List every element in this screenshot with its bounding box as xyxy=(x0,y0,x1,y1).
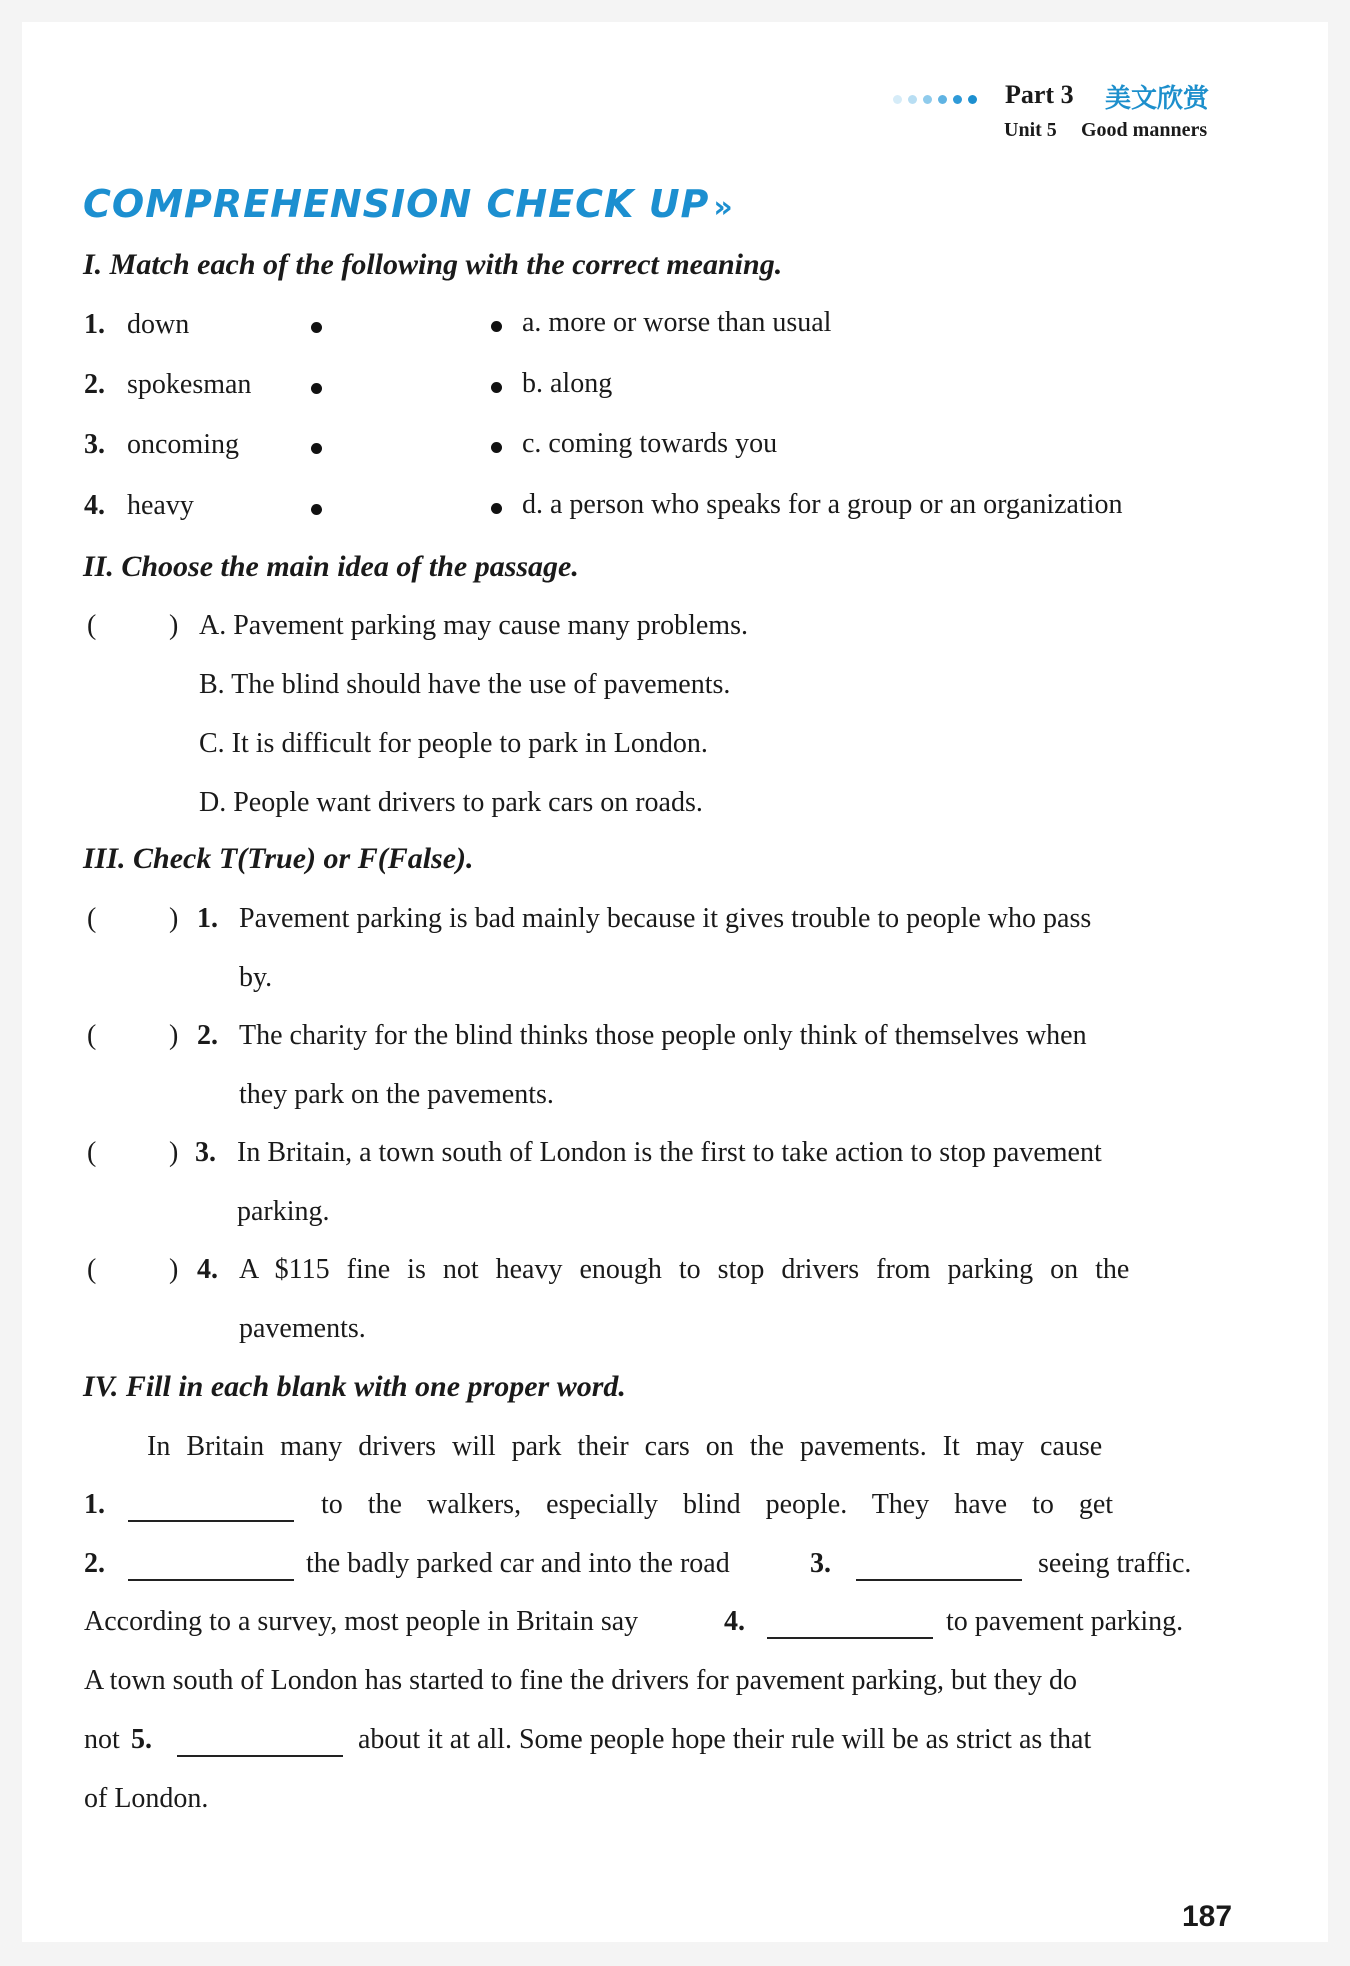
q3-item-text-cont: parking. xyxy=(237,1196,330,1227)
q4-line: the badly parked car and into the road xyxy=(306,1548,730,1579)
q3-open-paren: ( xyxy=(87,1137,97,1168)
q1-meaning: a. more or worse than usual xyxy=(522,307,832,338)
header-part: Part 3 xyxy=(1005,80,1074,109)
q4-line: In Britain many drivers will park their cars on the pavements. It may cause xyxy=(147,1431,1103,1462)
q3-item-text: In Britain, a town south of London is the first to take action to stop pavement xyxy=(237,1137,1102,1168)
q1-item-word: down xyxy=(127,309,190,340)
q1-item-word: heavy xyxy=(127,490,194,521)
q3-item-num: 2. xyxy=(197,1020,218,1051)
header-part-chinese: 美文欣赏 xyxy=(1105,84,1210,114)
q3-item-num: 1. xyxy=(197,903,218,934)
q3-item-text-cont: by. xyxy=(239,962,273,993)
q3-answer-box[interactable]: ) xyxy=(169,1137,179,1168)
match-dot-left[interactable] xyxy=(311,504,322,515)
match-dot-right[interactable] xyxy=(491,382,502,393)
page-number: 187 xyxy=(1182,1900,1233,1933)
q3-item-text: The charity for the blind thinks those people only think of themselves when xyxy=(239,1020,1087,1051)
q3-title: III. Check T(True) or F(False). xyxy=(83,842,474,875)
q1-title: I. Match each of the following with the correct meaning. xyxy=(83,248,783,281)
q4-blank-input[interactable] xyxy=(177,1727,343,1757)
q1-item-num: 2. xyxy=(84,369,105,400)
header-dots xyxy=(893,90,983,108)
q2-title: II. Choose the main idea of the passage. xyxy=(83,550,579,583)
q4-line: of London. xyxy=(84,1783,209,1814)
q4-blank-input[interactable] xyxy=(128,1492,294,1522)
q1-meaning: c. coming towards you xyxy=(522,428,778,459)
q4-blank-input[interactable] xyxy=(128,1551,294,1581)
section-title: COMPREHENSION CHECK UP xyxy=(83,182,710,226)
q4-line: According to a survey, most people in Britain say xyxy=(84,1606,639,1637)
q1-meaning: d. a person who speaks for a group or an organization xyxy=(522,489,1123,520)
q4-line: not xyxy=(84,1724,120,1755)
q4-line: seeing traffic. xyxy=(1038,1548,1192,1579)
q4-blank-num: 3. xyxy=(810,1548,831,1579)
q1-item-num: 3. xyxy=(84,429,105,460)
q2-answer-open-paren: ( xyxy=(87,610,97,641)
header-unit-title: Good manners xyxy=(1081,119,1208,141)
q2-option: A. Pavement parking may cause many problems. xyxy=(199,610,748,641)
match-dot-left[interactable] xyxy=(311,383,322,394)
q1-item-word: spokesman xyxy=(127,369,252,400)
match-dot-right[interactable] xyxy=(491,442,502,453)
q4-line: A town south of London has started to fine the drivers for pavement parking, but they do xyxy=(84,1665,1078,1696)
q4-blank-num: 5. xyxy=(131,1724,152,1755)
q1-item-num: 4. xyxy=(84,490,105,521)
q3-open-paren: ( xyxy=(87,903,97,934)
q4-blank-input[interactable] xyxy=(856,1551,1022,1581)
q4-title: IV. Fill in each blank with one proper word. xyxy=(83,1370,626,1403)
q2-option: B. The blind should have the use of pavements. xyxy=(199,669,731,700)
q4-blank-input[interactable] xyxy=(767,1609,933,1639)
q1-meaning: b. along xyxy=(522,368,613,399)
q4-line: to the walkers, especially blind people. They have to get xyxy=(321,1489,1114,1520)
q3-open-paren: ( xyxy=(87,1020,97,1051)
section-heading xyxy=(83,182,733,226)
q4-blank-num: 2. xyxy=(84,1548,105,1579)
match-dot-right[interactable] xyxy=(491,503,502,514)
q3-item-num: 3. xyxy=(195,1137,216,1168)
q3-open-paren: ( xyxy=(87,1254,97,1285)
q1-item-num: 1. xyxy=(84,309,105,340)
q2-answer-box[interactable]: ) xyxy=(169,610,179,641)
q4-line: to pavement parking. xyxy=(946,1606,1184,1637)
q4-line: about it at all. Some people hope their rule will be as strict as that xyxy=(358,1724,1092,1755)
match-dot-left[interactable] xyxy=(311,322,322,333)
q4-blank-num: 4. xyxy=(724,1606,745,1637)
q3-answer-box[interactable]: ) xyxy=(169,1020,179,1051)
q2-option: C. It is difficult for people to park in London. xyxy=(199,728,708,759)
q3-answer-box[interactable]: ) xyxy=(169,1254,179,1285)
header-unit: Unit 5 xyxy=(1004,119,1057,141)
q3-answer-box[interactable]: ) xyxy=(169,903,179,934)
q2-option: D. People want drivers to park cars on roads. xyxy=(199,787,703,818)
match-dot-left[interactable] xyxy=(311,443,322,454)
q1-item-word: oncoming xyxy=(127,429,239,460)
q3-item-text: Pavement parking is bad mainly because it gives trouble to people who pass xyxy=(239,903,1092,934)
q3-item-num: 4. xyxy=(197,1254,218,1285)
match-dot-right[interactable] xyxy=(491,321,502,332)
double-chevron-right-icon: » xyxy=(713,190,733,225)
q3-item-text: A $115 fine is not heavy enough to stop drivers from parking on the xyxy=(239,1254,1130,1285)
q3-item-text-cont: they park on the pavements. xyxy=(239,1079,554,1110)
q4-blank-num: 1. xyxy=(84,1489,105,1520)
q3-item-text-cont: pavements. xyxy=(239,1313,366,1344)
